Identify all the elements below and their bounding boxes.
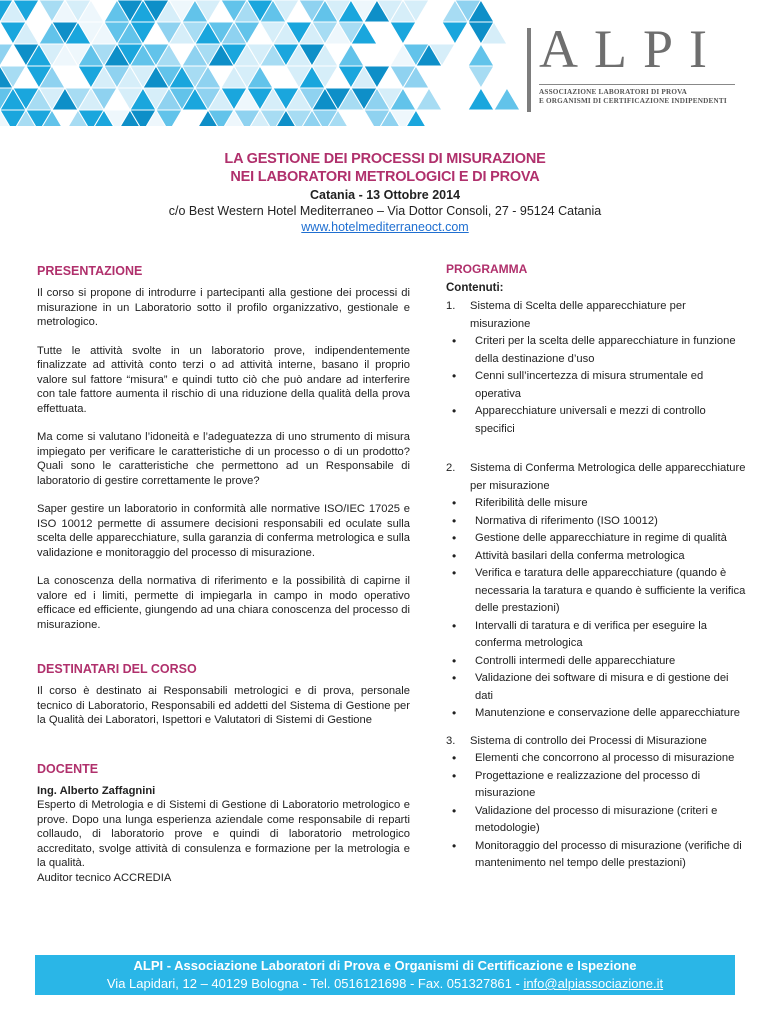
program-list-item: • Apparecchiature universali e mezzi di controllo specifici — [446, 403, 746, 438]
presentazione-paragraph: Ma come si valutano l’idoneità e l’adeguatezza di uno strumento di misura impiegato per verificare le caratteristiche di un processo o di un prodotto? Quali sono le caratteristiche che permettono ad un Responsabile di laboratorio di gestire correttamente le prove? — [37, 431, 410, 487]
program-group-title-text: Sistema di Conferma Metrologica delle apparecchiature per misurazione — [470, 462, 746, 492]
programma-column — [446, 262, 746, 885]
program-list-item: • Intervalli di taratura e di verifica per eseguire la conferma metrologica — [446, 618, 746, 653]
logo-rule — [539, 84, 735, 85]
docente-name: Ing. Alberto Zaffagnini — [37, 784, 156, 797]
program-groups — [446, 298, 746, 873]
footer-email-link[interactable]: info@alpiassociazione.it — [523, 976, 664, 991]
program-list-item: • Progettazione e realizzazione del processo di misurazione — [446, 768, 746, 803]
program-group — [446, 298, 746, 438]
document-header — [0, 150, 770, 235]
program-list-item: • Attività basilari della conferma metrologica — [446, 548, 746, 566]
program-group-title — [446, 733, 746, 751]
program-group-title — [446, 460, 746, 495]
logo-wordmark: ALPI — [539, 19, 723, 79]
course-date: Catania - 13 Ottobre 2014 — [309, 188, 461, 202]
program-group-title-text: Sistema di controllo dei Processi di Misurazione — [470, 734, 707, 747]
destinatari-heading: DESTINATARI DEL CORSO — [37, 662, 197, 676]
alpi-logo — [527, 19, 753, 122]
venue-website-link[interactable]: www.hotelmediterraneoct.com — [301, 220, 469, 234]
program-list-item: • Elementi che concorrono al processo di misurazione — [446, 750, 746, 768]
programma-heading: PROGRAMMA — [446, 262, 528, 276]
venue-address: c/o Best Western Hotel Mediterraneo – Via Dottor Consoli, 27 - 95124 Catania — [168, 204, 602, 218]
logo-bar — [527, 28, 531, 112]
program-list-item: • Cenni sull’incertezza di misura strumentale ed operativa — [446, 368, 746, 403]
footer-contacts — [35, 975, 735, 993]
program-group — [446, 460, 746, 723]
decorative-triangle-banner — [0, 0, 520, 126]
presentazione-paragraph: Saper gestire un laboratorio in conformità alle normative ISO/IEC 17025 e ISO 10012 permette di assumere decisioni responsabili ed oculate sulla scelta delle apparecchiature, sulla garanzia di conferma metrologica e sulla validazione e monitoraggio del processo di misurazione. — [37, 503, 410, 559]
course-title-line-1: LA GESTIONE DEI PROCESSI DI MISURAZIONE — [224, 151, 546, 167]
left-column — [37, 264, 410, 899]
program-group-title — [446, 298, 746, 333]
program-list-item: • Normativa di riferimento (ISO 10012) — [446, 513, 746, 531]
docente-role: Auditor tecnico ACCREDIA — [37, 871, 172, 884]
program-list-item: • Manutenzione e conservazione delle apparecchiature — [446, 705, 746, 723]
program-group-title-text: Sistema di Scelta delle apparecchiature per misurazione — [470, 300, 686, 330]
program-group-number: 3. — [446, 734, 456, 747]
program-group-number: 2. — [446, 462, 456, 474]
logo-tagline-2: E ORGANISMI DI CERTIFICAZIONE INDIPENDENTI — [539, 97, 727, 105]
program-group — [446, 733, 746, 873]
contenuti-label: Contenuti: — [446, 282, 504, 294]
program-list-item: • Riferibilità delle misure — [446, 495, 746, 513]
program-list-item: • Validazione del processo di misurazione (criteri e metodologie) — [446, 803, 746, 838]
logo-tagline-1: ASSOCIAZIONE LABORATORI DI PROVA — [539, 88, 687, 96]
course-title-line-2: NEI LABORATORI METROLOGICI E DI PROVA — [230, 169, 540, 185]
presentazione-paragraph: La conoscenza della normativa di riferimento e la possibilità di capirne il valore ed i limiti, permette di impiegarla in campo in modo operativo efficace ed efficiente, giungendo ad una chiara conoscenza del processo di misurazione. — [37, 575, 410, 631]
program-list-item: • Criteri per la scelta delle apparecchiature in funzione della destinazione d’uso — [446, 333, 746, 368]
footer-bar — [35, 955, 735, 995]
program-list-item: • Monitoraggio del processo di misurazione (verifiche di mantenimento nel tempo delle prestazioni) — [446, 838, 746, 873]
docente-bio: Esperto di Metrologia e di Sistemi di Gestione di Laboratorio metrologico e prove. Dopo una lunga esperienza aziendale come responsabile di reparti collaudo, di laboratorio prove e quindi di laboratorio metrologico accreditato, svolge attività di consulenza e formazione per la metrologia e la qualità. — [37, 799, 410, 869]
program-list-item: • Gestione delle apparecchiature in regime di qualità — [446, 530, 746, 548]
footer-association-name: ALPI - Associazione Laboratori di Prova e Organismi di Certificazione e Ispezione — [133, 958, 637, 973]
presentazione-paragraph: Il corso si propone di introdurre i partecipanti alla gestione dei processi di misurazione in un Laboratorio sotto il profilo organizzativo, gestionale e metrologico. — [37, 287, 410, 328]
footer-address: Via Lapidari, 12 – 40129 Bologna - Tel. 0516121698 - Fax. 051327861 - — [106, 976, 524, 991]
presentazione-heading: PRESENTAZIONE — [37, 264, 143, 278]
program-list-item: • Verifica e taratura delle apparecchiature (quando è necessaria la taratura e quando è sufficiente la verifica delle prestazioni) — [446, 565, 746, 618]
program-group-number: 1. — [446, 300, 456, 312]
destinatari-text: Il corso è destinato ai Responsabili metrologici e di prova, personale tecnico di Laboratorio, Responsabili ed addetti del Sistema di Gestione per la Qualità dei Laboratori, Ispettori e Valutatori di Sistemi di Gestione — [37, 685, 410, 726]
program-list-item: • Controlli intermedi delle apparecchiature — [446, 653, 746, 671]
docente-heading: DOCENTE — [37, 761, 99, 776]
presentazione-paragraph: Tutte le attività svolte in un laboratorio prove, indipendentemente finalizzate ad attività conto terzi o ad attività interne, basano il proprio valore sul fattore “misura” e quindi tutto ciò che può andare ad interferire con tale fattore aumenta il rischio di una riduzione della qualità della prova effettuata. — [37, 344, 410, 415]
program-list-item: • Validazione dei software di misura e di gestione dei dati — [446, 670, 746, 705]
